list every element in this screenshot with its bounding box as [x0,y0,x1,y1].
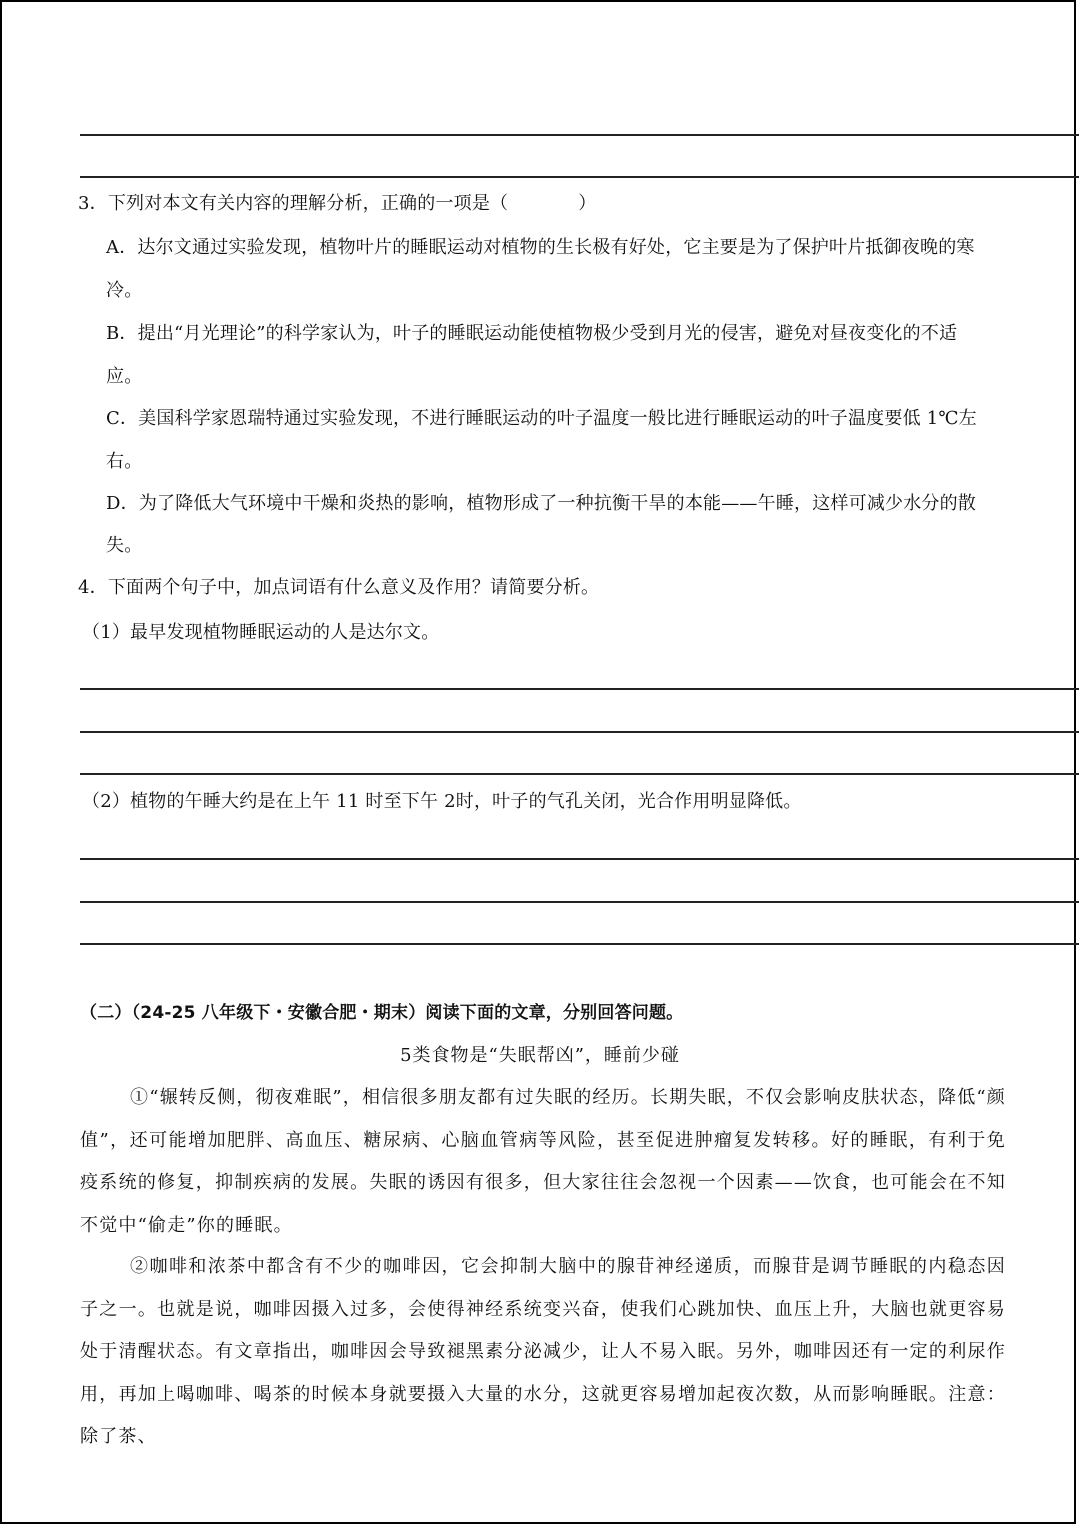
article-paragraph-2: ②咖啡和浓茶中都含有不少的咖啡因，它会抑制大脑中的腺苷神经递质，而腺苷是调节睡眠的内稳态因子之一。也就是说，咖啡因摄入过多，会使得神经系统变兴奋，使我们心跳加快、血压上升，大脑也就更容易处于清醒状态。有文章指出，咖啡因会导致褪黑素分泌减少，让人不易入眠。另外，咖啡因还有一定的利尿作用，再加上喝咖啡、喝茶的时候本身就要摄入大量的水分，这就更容易增加起夜次数，从而影响睡眠。注意：除了茶、 [80,1256,1006,1447]
question-3-text: 3．下列对本文有关内容的理解分析，正确的一项是（ [78,193,509,214]
option-a-line2: 冷。 [106,280,143,301]
answer-line[interactable] [80,773,1079,775]
option-d-line2: 失。 [106,535,143,556]
question-3-stem [78,192,596,216]
answer-line[interactable] [80,688,1079,690]
section-heading: （二）（24-25 八年级下・安徽合肥・期末）阅读下面的文章，分别回答问题。 [80,1003,684,1023]
answer-line[interactable] [80,176,1079,178]
answer-line[interactable] [80,731,1079,733]
question-4-sentence-1: （1）最早发现植物睡眠运动的人是达尔文。 [82,622,440,643]
option-d-line1[interactable]: D．为了降低大气环境中干燥和炎热的影响，植物形成了一种抗衡干旱的本能——午睡，这样可减少水分的散 [106,493,977,514]
option-c-line1[interactable]: C．美国科学家恩瑞特通过实验发现，不进行睡眠运动的叶子温度一般比进行睡眠运动的叶子温度要低 1℃左 [106,408,977,429]
option-b-line1[interactable]: B．提出“月光理论”的科学家认为，叶子的睡眠运动能使植物极少受到月光的侵害，避免对昼夜变化的不适 [106,323,958,344]
answer-line[interactable] [80,858,1079,860]
article-title: 5类食物是“失眠帮凶”，睡前少碰 [400,1045,680,1066]
question-4-sentence-2: （2）植物的午睡大约是在上午 11 时至下午 2时，叶子的气孔关闭，光合作用明显降低。 [82,791,802,812]
answer-line[interactable] [80,901,1079,903]
answer-line[interactable] [80,134,1079,136]
answer-line[interactable] [80,943,1079,945]
article-paragraph-1: ①“辗转反侧，彻夜难眠”，相信很多朋友都有过失眠的经历。长期失眠，不仅会影响皮肤状态，降低“颜值”，还可能增加肥胖、高血压、糖尿病、心脑血管病等风险，甚至促进肿瘤复发转移。好的睡眠，有利于免疫系统的修复，抑制疾病的发展。失眠的诱因有很多，但大家往往会忽视一个因素——饮食，也可能会在不知不觉中“偷走”你的睡眠。 [80,1087,1007,1236]
option-c-line2: 右。 [106,451,143,472]
question-3-close: ） [578,193,597,214]
option-a-line1[interactable]: A．达尔文通过实验发现，植物叶片的睡眠运动对植物的生长极有好处，它主要是为了保护叶片抵御夜晚的寒 [106,237,975,258]
question-4-stem: 4．下面两个句子中，加点词语有什么意义及作用？请简要分析。 [78,577,600,598]
option-b-line2: 应。 [106,366,143,387]
